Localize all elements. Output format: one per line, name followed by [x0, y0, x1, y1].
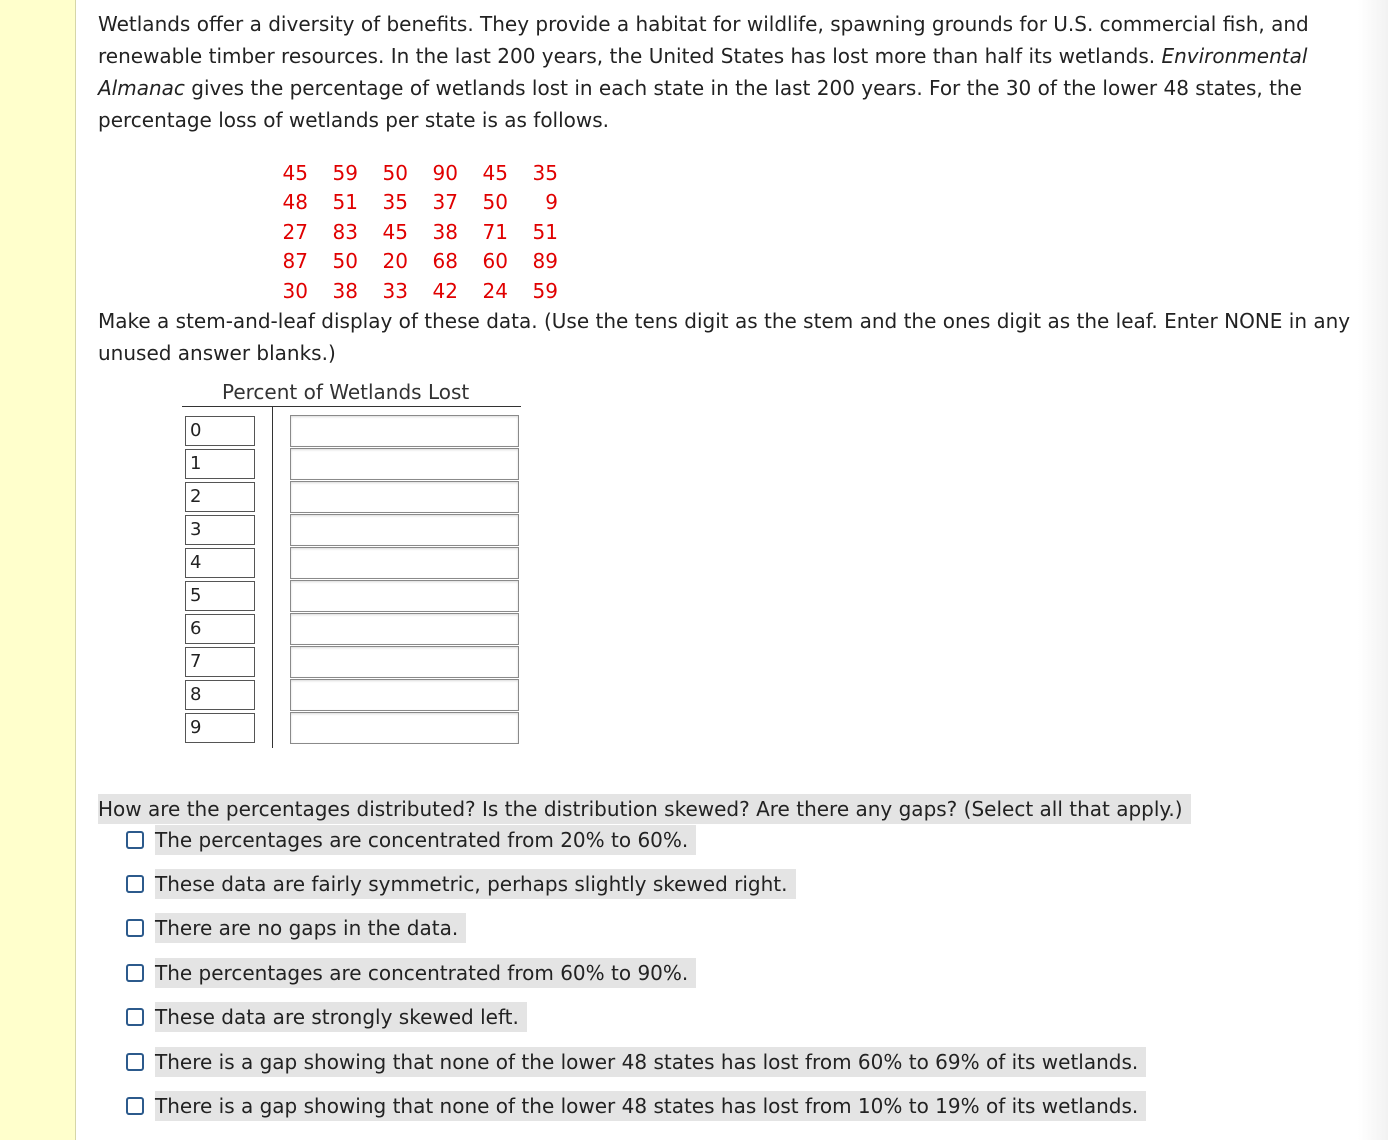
stem-box: 1 — [185, 449, 255, 479]
data-cell: 45 — [282, 160, 308, 185]
option-label: There is a gap showing that none of the lower 48 states has lost from 60% to 69% of its wetlands. — [155, 1047, 1146, 1077]
leaf-input[interactable] — [290, 514, 519, 546]
data-cell: 71 — [482, 219, 508, 244]
right-edge-shade — [1358, 0, 1388, 1140]
data-cell: 83 — [332, 219, 358, 244]
data-cell: 48 — [282, 190, 308, 215]
checkbox[interactable] — [126, 1097, 144, 1115]
data-row — [258, 247, 558, 277]
data-cell: 45 — [482, 160, 508, 185]
stem-box: 4 — [185, 548, 255, 578]
data-row — [258, 276, 558, 306]
data-cell: 20 — [382, 249, 408, 274]
data-cell: 9 — [545, 190, 558, 215]
data-cell: 60 — [482, 249, 508, 274]
stem-leaf-title: Percent of Wetlands Lost — [222, 380, 470, 404]
data-cell: 51 — [332, 190, 358, 215]
data-table — [258, 158, 558, 306]
stem-box: 2 — [185, 482, 255, 512]
data-cell: 50 — [332, 249, 358, 274]
leaf-input[interactable] — [290, 547, 519, 579]
leaf-input[interactable] — [290, 415, 519, 447]
leaf-input[interactable] — [290, 646, 519, 678]
data-cell: 35 — [532, 160, 558, 185]
option-symmetric-skewed-right[interactable] — [126, 869, 796, 899]
data-row — [258, 158, 558, 188]
stem-box: 5 — [185, 581, 255, 611]
option-label: The percentages are concentrated from 20% to 60%. — [155, 825, 696, 855]
data-cell: 89 — [532, 249, 558, 274]
data-cell: 33 — [382, 278, 408, 303]
option-concentrated-20-60[interactable] — [126, 825, 696, 855]
leaf-input[interactable] — [290, 712, 519, 744]
stem-box: 9 — [185, 713, 255, 743]
option-no-gaps[interactable] — [126, 913, 466, 943]
data-cell: 68 — [432, 249, 458, 274]
leaf-input[interactable] — [290, 679, 519, 711]
data-cell: 35 — [382, 190, 408, 215]
option-label: There is a gap showing that none of the lower 48 states has lost from 10% to 19% of its wetlands. — [155, 1091, 1146, 1121]
instructions: Make a stem-and-leaf display of these data. (Use the tens digit as the stem and the ones digit as the leaf. Enter NONE in any unused answer blanks.) — [98, 309, 1351, 365]
data-cell: 24 — [482, 278, 508, 303]
stem-box: 0 — [185, 416, 255, 446]
data-cell: 87 — [282, 249, 308, 274]
checkbox[interactable] — [126, 831, 144, 849]
problem-intro: Wetlands offer a diversity of benefits. They provide a habitat for wildlife, spawning grounds for U.S. commercial fish, and renewable timber resources. In the last 200 years, the United States has lost more than half its wetlands. Environmental Almanac gives the percentage of wetlands lost in each state in the last 200 years. For the 30 of the lower 48 states, the percentage loss of wetlands per state is as follows. — [98, 12, 1309, 132]
stem-leaf-divider — [272, 407, 273, 748]
data-cell: 45 — [382, 219, 408, 244]
data-cell: 51 — [532, 219, 558, 244]
problem-content — [98, 8, 1370, 136]
left-margin-strip — [0, 0, 76, 1140]
data-cell: 50 — [482, 190, 508, 215]
data-cell: 27 — [282, 219, 308, 244]
source-title: Environmental Almanac — [98, 44, 1308, 100]
leaf-input[interactable] — [290, 481, 519, 513]
stem-box: 7 — [185, 647, 255, 677]
data-cell: 30 — [282, 278, 308, 303]
option-label: The percentages are concentrated from 60% to 90%. — [155, 958, 696, 988]
option-label: There are no gaps in the data. — [155, 913, 466, 943]
stem-box: 6 — [185, 614, 255, 644]
option-gap-10-19[interactable] — [126, 1091, 1146, 1121]
stem-box: 8 — [185, 680, 255, 710]
stem-box: 3 — [185, 515, 255, 545]
checkbox[interactable] — [126, 919, 144, 937]
data-cell: 50 — [382, 160, 408, 185]
leaf-input[interactable] — [290, 448, 519, 480]
checkbox[interactable] — [126, 875, 144, 893]
data-row — [258, 188, 558, 218]
option-label: These data are fairly symmetric, perhaps slightly skewed right. — [155, 869, 796, 899]
data-cell: 59 — [332, 160, 358, 185]
data-cell: 38 — [332, 278, 358, 303]
data-cell: 37 — [432, 190, 458, 215]
distribution-question: How are the percentages distributed? Is the distribution skewed? Are there any gaps? (Select all that apply.) — [98, 794, 1191, 824]
checkbox[interactable] — [126, 1008, 144, 1026]
option-skewed-left[interactable] — [126, 1002, 527, 1032]
option-gap-60-69[interactable] — [126, 1047, 1146, 1077]
stem-leaf-header-rule — [182, 406, 521, 407]
leaf-input[interactable] — [290, 613, 519, 645]
data-cell: 59 — [532, 278, 558, 303]
leaf-input[interactable] — [290, 580, 519, 612]
checkbox[interactable] — [126, 1053, 144, 1071]
data-cell: 90 — [432, 160, 458, 185]
data-cell: 38 — [432, 219, 458, 244]
data-row — [258, 217, 558, 247]
checkbox[interactable] — [126, 964, 144, 982]
option-concentrated-60-90[interactable] — [126, 958, 696, 988]
option-label: These data are strongly skewed left. — [155, 1002, 527, 1032]
data-cell: 42 — [432, 278, 458, 303]
